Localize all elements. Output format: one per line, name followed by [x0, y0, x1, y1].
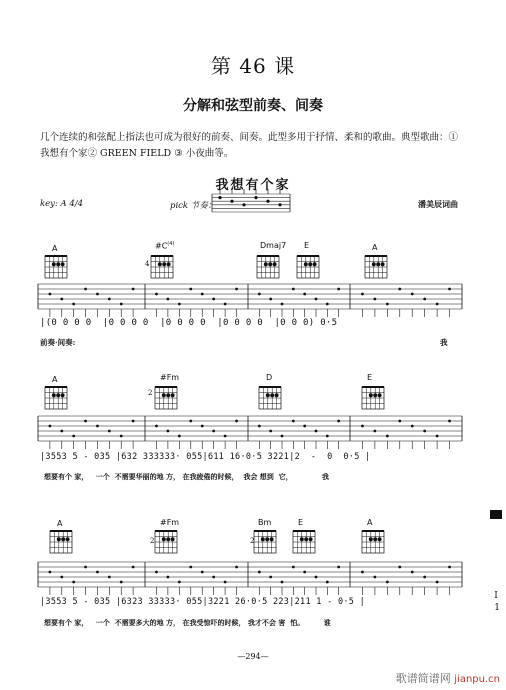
tab-note: [292, 288, 295, 291]
tab-note: [178, 581, 181, 584]
chord-dot: [162, 537, 166, 541]
chord-dot: [373, 393, 377, 397]
chord-name: E: [298, 518, 304, 527]
tab-note: [411, 425, 414, 428]
tab-note: [166, 576, 169, 579]
tab-note: [60, 298, 63, 301]
tab-note: [96, 293, 99, 296]
chord-dot: [266, 393, 270, 397]
tab-note: [166, 430, 169, 433]
page-number: —294—: [237, 652, 269, 661]
tab-note: [361, 571, 364, 574]
tab-note: [269, 576, 272, 579]
tab-note: [235, 566, 238, 569]
pick-note: [218, 196, 221, 199]
pick-note: [230, 200, 233, 203]
tab-note: [448, 420, 451, 423]
chord-name: A: [367, 518, 373, 527]
tab-note: [337, 420, 340, 423]
tab-note: [337, 566, 340, 569]
tab-note: [96, 571, 99, 574]
chord-dot: [167, 262, 171, 266]
tab-note: [423, 430, 426, 433]
tab-note: [423, 298, 426, 301]
tab-note: [155, 571, 158, 574]
tab-note: [224, 581, 227, 584]
fret-number: 4: [145, 260, 150, 268]
tab-note: [224, 303, 227, 306]
tab-note: [436, 581, 439, 584]
tab-note: [96, 425, 99, 428]
tab-note: [108, 298, 111, 301]
tab-note: [120, 435, 123, 438]
chord-name: Dmaj7: [260, 241, 287, 250]
tab-note: [326, 581, 329, 584]
chord-dot: [270, 537, 274, 541]
tab-note: [386, 303, 389, 306]
fret-number: 2: [150, 537, 155, 545]
tab-note: [258, 425, 261, 428]
chord-name: A: [52, 244, 58, 253]
chord-name: A: [52, 375, 58, 384]
section-title: 分解和弦型前奏、间奏: [183, 98, 323, 114]
tab-note: [373, 430, 376, 433]
tab-note: [269, 298, 272, 301]
chord-dot: [56, 393, 60, 397]
chord-dot: [313, 262, 317, 266]
tab-note: [315, 576, 318, 579]
tab-note: [189, 288, 192, 291]
chord-dot: [166, 393, 170, 397]
tab-note: [448, 566, 451, 569]
tab-note: [235, 420, 238, 423]
tab-note: [201, 571, 204, 574]
chord-name: Bm: [258, 518, 272, 527]
tab-note: [398, 566, 401, 569]
lyric-pickup: 我: [440, 338, 448, 347]
tab-note: [224, 435, 227, 438]
tab-note: [281, 581, 284, 584]
chord-dot: [52, 393, 56, 397]
tab-note: [48, 293, 51, 296]
tab-note: [201, 425, 204, 428]
chord-dot: [57, 537, 61, 541]
tab-note: [48, 425, 51, 428]
tab-note: [155, 293, 158, 296]
tab-note: [132, 288, 135, 291]
tab-note: [166, 298, 169, 301]
chord-name: #Fm: [160, 518, 180, 527]
tab-note: [448, 288, 451, 291]
tab-note: [386, 435, 389, 438]
tab-note: [189, 566, 192, 569]
tab-note: [315, 430, 318, 433]
intro-paragraph: 几个连续的和弦配上指法也可成为很好的前奏、间奏。此型多用于抒情、柔和的歌曲。典型歌曲：① 我想有个家② GREEN FIELD ③ 小夜曲等。: [40, 132, 459, 159]
margin-ticks: I 1: [494, 591, 500, 613]
fret-number: 2: [148, 389, 153, 397]
pick-note: [242, 203, 245, 206]
chord-dot: [378, 537, 382, 541]
chord-dot: [61, 262, 65, 266]
chord-dot: [275, 393, 279, 397]
tab-note: [303, 293, 306, 296]
chord-dot: [162, 393, 166, 397]
lyric-line: 想要有个 家， 一个 不需要多大的地 方， 在我受惊吓的时候， 我才不会 害 怕。 谁: [44, 618, 331, 627]
tab-note: [258, 293, 261, 296]
chord-dot: [56, 262, 60, 266]
chord-dot: [158, 262, 162, 266]
pick-note: [278, 203, 281, 206]
tab-note: [212, 430, 215, 433]
fret-number: 2: [250, 537, 255, 545]
tab-note: [84, 566, 87, 569]
chord-dot: [373, 537, 377, 541]
tab-note: [303, 425, 306, 428]
chord-dot: [171, 393, 175, 397]
tab-note: [178, 435, 181, 438]
pick-note: [254, 196, 257, 199]
song-key: key: A 4/4: [40, 199, 84, 209]
tab-note: [281, 303, 284, 306]
pick-note: [266, 200, 269, 203]
chord-name: #Fm: [160, 373, 180, 382]
jianpu-line: |3553 5 - 035 |6323 33333· 055|3221 26·0·5 223|211 1 - 0·5 |: [40, 597, 366, 607]
tab-note: [436, 435, 439, 438]
tab-note: [281, 435, 284, 438]
tab-note: [84, 420, 87, 423]
tab-note: [373, 298, 376, 301]
chord-dot: [369, 393, 373, 397]
tab-note: [398, 420, 401, 423]
tab-note: [303, 571, 306, 574]
chord-dot: [261, 537, 265, 541]
tab-note: [178, 303, 181, 306]
tab-note: [120, 581, 123, 584]
chord-name: $\#C^{(4)}$: [155, 241, 175, 251]
tab-note: [398, 288, 401, 291]
chord-dot: [273, 262, 277, 266]
composer: 潘美辰词曲: [418, 199, 458, 209]
tab-note: [120, 303, 123, 306]
chord-name: E: [367, 373, 373, 382]
tab-note: [108, 430, 111, 433]
chord-dot: [61, 537, 65, 541]
tab-note: [292, 566, 295, 569]
chord-dot: [171, 537, 175, 541]
chord-dot: [304, 537, 308, 541]
tab-note: [212, 298, 215, 301]
chord-dot: [265, 537, 269, 541]
tab-note: [60, 576, 63, 579]
tab-note: [337, 288, 340, 291]
chord-dot: [381, 262, 385, 266]
chord-dot: [264, 262, 268, 266]
watermark: 歌谱简谱网 jianpu.cn: [395, 672, 500, 685]
chord-name: E: [304, 241, 310, 250]
lesson-title: 第 46 课: [210, 54, 296, 78]
chord-name: A: [372, 243, 378, 252]
jianpu-line: |(0 0 0 0 |0 0 0 0 |0 0 0 0 |0 0 0 0 |0 0 0) 0·5: [40, 318, 338, 328]
chord-dot: [166, 537, 170, 541]
tab-note: [72, 303, 75, 306]
chord-dot: [66, 537, 70, 541]
chord-dot: [309, 537, 313, 541]
song-title: 我想有个家: [215, 178, 291, 193]
pick-label: pick 节奏：: [170, 201, 217, 211]
intro-label: 前奏·间奏:: [40, 338, 76, 347]
tab-note: [48, 571, 51, 574]
chord-dot: [369, 537, 373, 541]
chord-name: D: [266, 373, 273, 382]
tab-note: [258, 571, 261, 574]
chord-dot: [376, 262, 380, 266]
chord-dot: [162, 262, 166, 266]
tab-note: [436, 303, 439, 306]
chord-dot: [378, 393, 382, 397]
chord-dot: [304, 262, 308, 266]
tab-note: [84, 288, 87, 291]
chord-dot: [268, 262, 272, 266]
chord-dot: [308, 262, 312, 266]
tab-note: [361, 293, 364, 296]
tab-note: [60, 430, 63, 433]
tab-note: [72, 581, 75, 584]
chord-dot: [52, 262, 56, 266]
chord-dot: [372, 262, 376, 266]
margin-marker: [490, 510, 502, 519]
tab-note: [361, 425, 364, 428]
tab-note: [108, 576, 111, 579]
lyric-line: 想要有个 家， 一个 不需要华丽的地 方， 在我疲倦的时候， 我会 想到 它， 我: [44, 472, 329, 481]
tab-note: [189, 420, 192, 423]
tab-note: [423, 576, 426, 579]
tab-note: [411, 293, 414, 296]
chord-dot: [300, 537, 304, 541]
tab-note: [411, 571, 414, 574]
tab-note: [212, 576, 215, 579]
tab-note: [235, 288, 238, 291]
tab-note: [72, 435, 75, 438]
tab-note: [315, 298, 318, 301]
tab-note: [269, 430, 272, 433]
tab-note: [326, 435, 329, 438]
tab-note: [201, 293, 204, 296]
tab-note: [132, 566, 135, 569]
tab-note: [326, 303, 329, 306]
tab-note: [292, 420, 295, 423]
chord-dot: [61, 393, 65, 397]
tab-note: [373, 576, 376, 579]
tab-note: [386, 581, 389, 584]
tab-note: [155, 425, 158, 428]
tab-note: [132, 420, 135, 423]
chord-name: A: [57, 519, 63, 528]
jianpu-line: |3553 5 - 035 |632 333333· 055|611 16·0·5 3221|2 - 0 0·5 |: [40, 452, 371, 462]
chord-dot: [270, 393, 274, 397]
